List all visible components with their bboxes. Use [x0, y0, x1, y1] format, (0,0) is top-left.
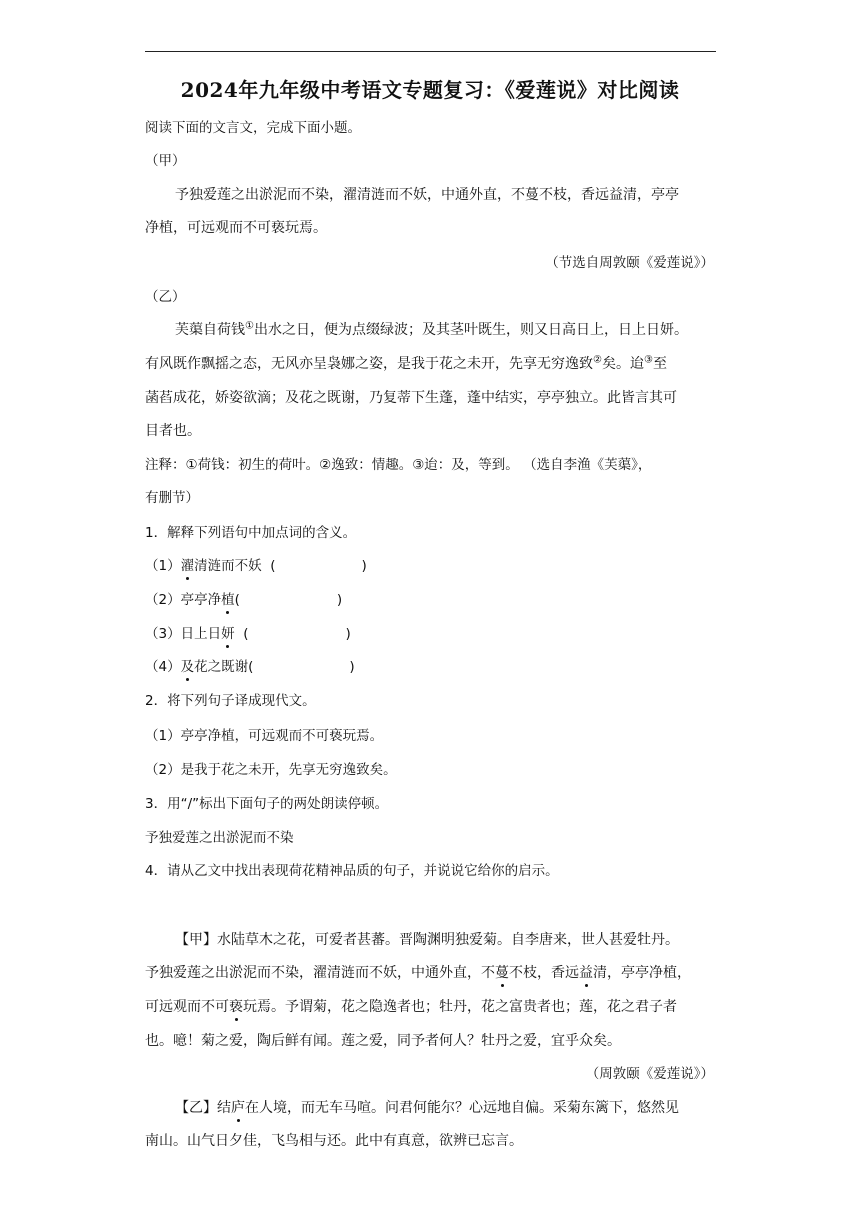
- footnote-marker: ③: [643, 354, 653, 366]
- second-passage-a-line: 可远观而不可亵玩焉。予谓菊，花之隐逸者也；牡丹，花之富贵者也；莲，花之君子者: [145, 999, 677, 1015]
- passage-b-line: 有风既作飘摇之态，无风亦呈袅娜之姿，是我于花之未开，先享无穷逸致②矣。迨③至: [145, 354, 667, 372]
- footnote-marker: ①: [245, 320, 254, 332]
- dotted-word: 及: [180, 659, 195, 675]
- second-passage-b-line: 南山。山气日夕佳，飞鸟相与还。此中有真意，欲辨已忘言。: [145, 1133, 523, 1149]
- page-title: 2024年九年级中考语文专题复习：《爱莲说》对比阅读: [180, 78, 680, 102]
- dotted-word: 濯: [180, 558, 195, 574]
- passage-b-line: 菡萏成花，娇姿欲滴；及花之既谢，乃复蒂下生蓬，蓬中结实，亭亭独立。此皆言其可: [145, 390, 677, 406]
- question-2-item: （1）亭亭净植，可远观而不可亵玩焉。: [145, 728, 384, 744]
- passage-b-label: （乙）: [145, 289, 186, 305]
- passage-a-source: （节选自周敦颐《爱莲说》）: [545, 255, 714, 271]
- dotted-word: 妍: [221, 626, 235, 642]
- passage-a-line: 净植，可远观而不可亵玩焉。: [145, 220, 327, 236]
- second-passage-a-line: 也。噫！菊之爱，陶后鲜有闻。莲之爱，同予者何人？牡丹之爱，宜乎众矣。: [145, 1033, 621, 1049]
- annotation-notes: 注释：①荷钱：初生的荷叶。②逸致：情趣。③迨：及，等到。 （选自李渔《芙蕖》，: [145, 457, 652, 473]
- dotted-word: 益: [579, 965, 593, 981]
- second-passage-a-line: 【甲】水陆草木之花，可爱者甚蕃。晋陶渊明独爱菊。自李唐来，世人甚爱牡丹。: [175, 932, 679, 948]
- passage-b-line: 芙蕖自荷钱①出水之日，便为点缀绿波；及其茎叶既生，则又日高日上，日上日妍。: [175, 320, 688, 338]
- header-rule: [145, 51, 716, 52]
- second-passage-b-line: 【乙】结庐在人境，而无车马喧。问君何能尔？心远地自偏。采菊东篱下，悠然见: [175, 1100, 679, 1116]
- question-4: 4．请从乙文中找出表现荷花精神品质的句子，并说说它给你的启示。: [145, 863, 559, 879]
- second-passage-a-source: （周敦颐《爱莲说》）: [585, 1066, 714, 1082]
- dotted-word: 庐: [231, 1100, 245, 1116]
- second-passage-a-line: 予独爱莲之出淤泥而不染，濯清涟而不妖，中通外直，不蔓不枝，香远益清，亭亭净植，: [145, 965, 691, 981]
- question-1-item: （1）濯清涟而不妖 ( ): [145, 558, 367, 574]
- annotation-notes: 有删节）: [145, 490, 199, 506]
- question-1-item: （4）及花之既谢( ): [145, 659, 355, 675]
- passage-a-line: 予独爱莲之出淤泥而不染，濯清涟而不妖，中通外直，不蔓不枝，香远益清，亭亭: [175, 187, 679, 203]
- question-1-item: （2）亭亭净植( ): [145, 592, 343, 608]
- passage-a-label: （甲）: [145, 153, 186, 169]
- passage-b-line: 目者也。: [145, 423, 201, 439]
- dotted-word: 蔓: [495, 965, 509, 981]
- question-2: 2．将下列句子译成现代文。: [145, 693, 316, 709]
- footnote-marker: ②: [593, 354, 602, 366]
- question-1-item: （3）日上日妍 ( ): [145, 626, 351, 642]
- question-3: 3．用“/”标出下面句子的两处朗读停顿。: [145, 796, 389, 812]
- question-3-sentence: 予独爱莲之出淤泥而不染: [145, 830, 294, 846]
- question-2-item: （2）是我于花之未开，先享无穷逸致矣。: [145, 762, 397, 778]
- dotted-word: 植: [221, 592, 235, 608]
- dotted-word: 亵: [229, 999, 243, 1015]
- question-1: 1．解释下列语句中加点词的含义。: [145, 525, 357, 541]
- instruction: 阅读下面的文言文，完成下面小题。: [145, 120, 361, 136]
